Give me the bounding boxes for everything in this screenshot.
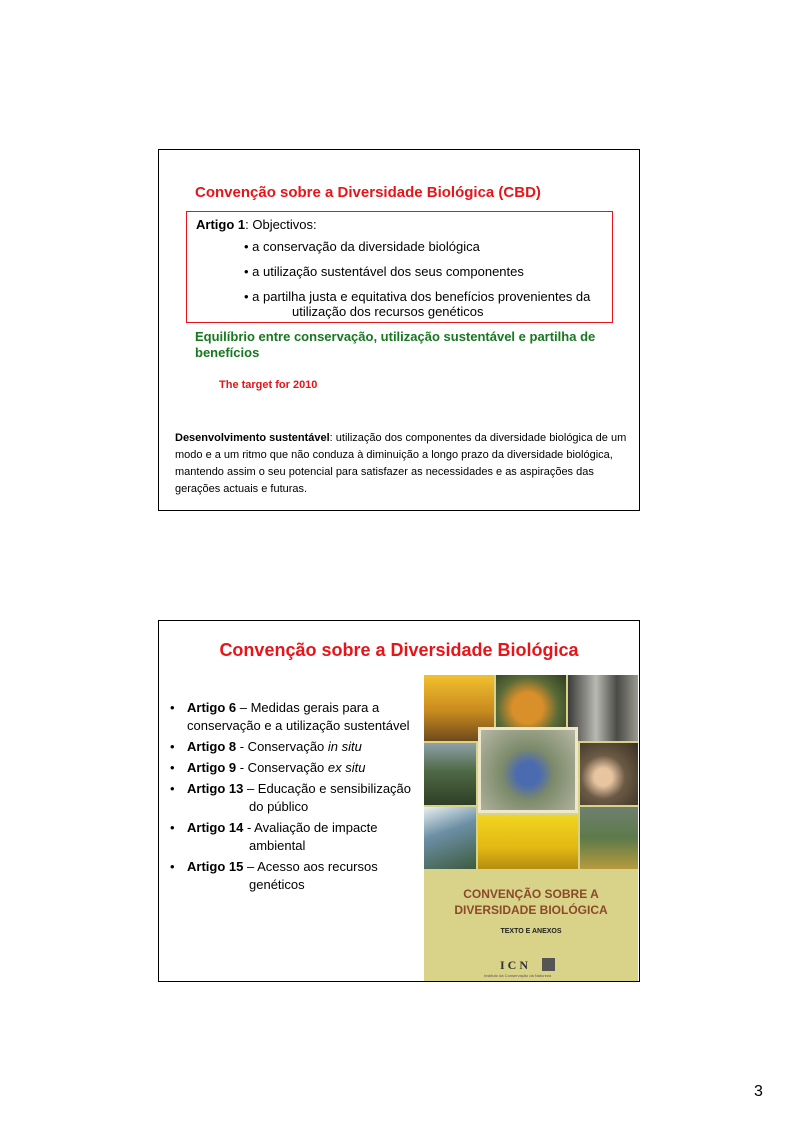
cover-title-line-1: CONVENÇÃO SOBRE A	[463, 887, 599, 901]
objective-bullet-3-line2: utilização dos recursos genéticos	[292, 304, 484, 319]
list-item	[167, 819, 432, 855]
list-item	[167, 759, 432, 777]
item-text: - Avaliação de impacte	[243, 820, 378, 835]
objective-bullet-3	[244, 289, 590, 319]
photo-forest	[568, 675, 638, 741]
objective-bullet-2: • a utilização sustentável dos seus componentes	[244, 264, 524, 279]
cover-title-line-2: DIVERSIDADE BIOLÓGICA	[454, 903, 608, 917]
item-text: - Conservação	[236, 760, 328, 775]
target-2010: The target for 2010	[219, 379, 318, 391]
objective-bullet-3-line1: • a partilha justa e equitativa dos benefícios provenientes da	[244, 289, 591, 304]
dev-text: : utilização dos componentes da diversidade biológica de um modo e a um ritmo que não conduza à diminuição a longo prazo da diversidade biológica, mantendo assim o seu potencial para satisfazer as necessidades e as aspirações das gerações actuais e futuras.	[175, 432, 627, 495]
item-bold: Artigo 9	[187, 760, 237, 775]
item-cont: genéticos	[249, 877, 305, 892]
item-em: in situ	[327, 739, 362, 754]
item-em: ex situ	[327, 760, 366, 775]
item-cont: ambiental	[249, 838, 306, 853]
item-bold: Artigo 15	[187, 859, 244, 874]
list-item	[167, 699, 432, 735]
artigo-1-box	[186, 211, 613, 323]
photo-valley	[424, 743, 476, 805]
photo-river	[424, 807, 476, 869]
icn-logo: ICN	[500, 958, 532, 972]
item-bold: Artigo 14	[187, 820, 244, 835]
photo-mushrooms	[580, 743, 638, 805]
item-text: – Educação e sensibilização	[243, 781, 412, 796]
photo-iris	[478, 727, 578, 813]
artigo-1-label: Artigo 1	[196, 217, 246, 232]
list-item	[167, 738, 432, 756]
item-bold: Artigo 13	[187, 781, 244, 796]
item-cont: do público	[249, 799, 309, 814]
icn-logo-icon	[542, 958, 555, 971]
item-bold: Artigo 6	[187, 700, 237, 715]
objective-bullet-1: • a conservação da diversidade biológica	[244, 239, 480, 254]
page-number: 3	[754, 1083, 763, 1100]
item-text: – Acesso aos recursos	[243, 859, 378, 874]
list-item	[167, 780, 432, 816]
artigo-1-heading	[196, 217, 317, 232]
item-text: – Medidas gerais para a	[236, 700, 380, 715]
list-item	[167, 858, 432, 894]
cover-publisher: Instituto da Conservação da Natureza	[484, 973, 552, 978]
sustainable-development-definition	[175, 430, 627, 498]
item-text: - Conservação	[236, 739, 328, 754]
item-bold: Artigo 8	[187, 739, 237, 754]
slide-1-title: Convenção sobre a Diversidade Biológica (CBD)	[195, 184, 541, 201]
slide-1	[158, 149, 640, 511]
cover-subtitle: TEXTO E ANEXOS	[500, 928, 562, 935]
artigo-1-rest: : Objectivos:	[245, 217, 317, 232]
photo-meadow	[580, 807, 638, 869]
articles-list	[167, 699, 432, 897]
book-cover-image	[424, 675, 638, 981]
slide-2	[158, 620, 640, 982]
slide-2-title: Convenção sobre a Diversidade Biológica	[219, 640, 579, 660]
item-cont: conservação e a utilização sustentável	[187, 718, 410, 733]
dev-label: Desenvolvimento sustentável	[175, 432, 330, 444]
balance-statement: Equilíbrio entre conservação, utilização sustentável e partilha de benefícios	[195, 329, 596, 360]
cover-title	[424, 886, 638, 918]
photo-flowers	[478, 815, 578, 869]
